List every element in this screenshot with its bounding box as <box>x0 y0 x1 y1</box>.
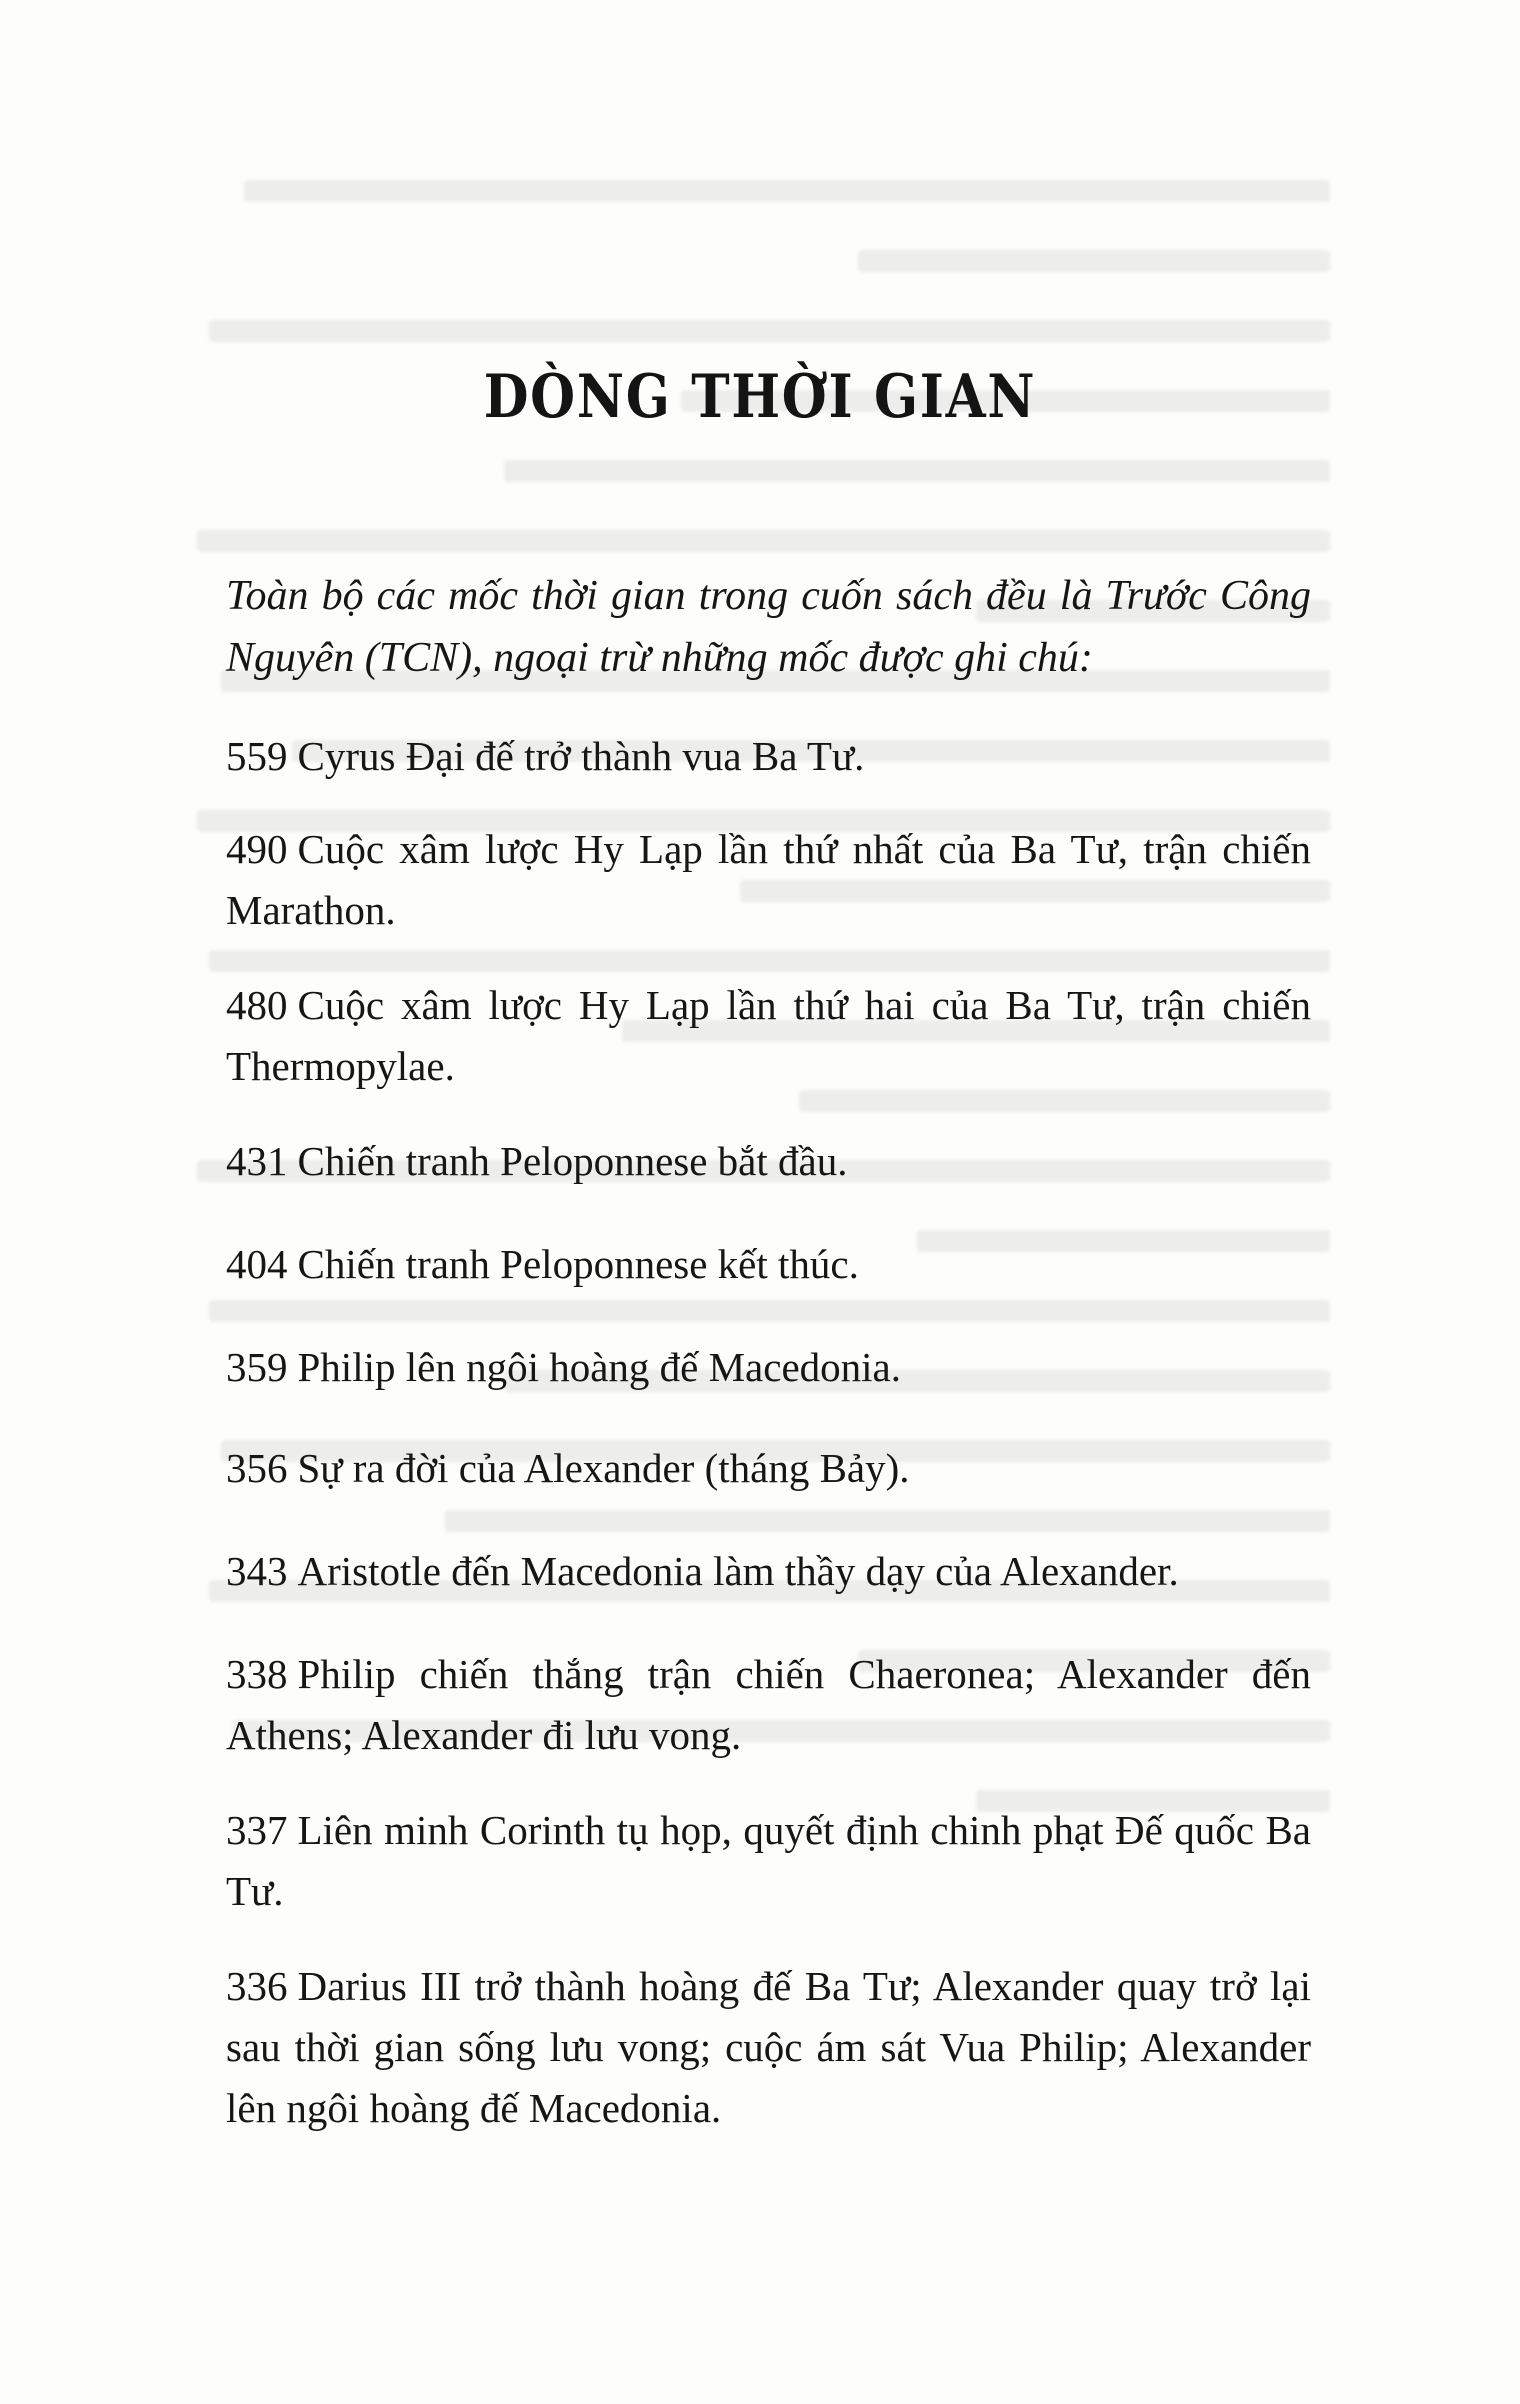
timeline-list <box>226 726 1311 2139</box>
page-title: DÒNG THỜI GIAN <box>483 362 1037 432</box>
entry-text: Cuộc xâm lược Hy Lạp lần thứ hai của Ba Tư, trận chiến Thermopylae. <box>226 982 1311 1089</box>
timeline-entry <box>226 1131 1311 1192</box>
intro-note: Toàn bộ các mốc thời gian trong cuốn sách đều là Trước Công Nguyên (TCN), ngoại trừ những mốc được ghi chú: <box>226 573 1311 681</box>
entry-text: Cyrus Đại đế trở thành vua Ba Tư. <box>297 733 865 779</box>
entry-text: Chiến tranh Peloponnese bắt đầu. <box>297 1138 848 1184</box>
timeline-entry <box>226 1956 1311 2139</box>
entry-year: 343 <box>226 1548 288 1594</box>
entry-text: Chiến tranh Peloponnese kết thúc. <box>297 1241 859 1287</box>
timeline-entry <box>226 1234 1311 1295</box>
entry-year: 337 <box>226 1807 288 1853</box>
timeline-entry <box>226 1337 1311 1398</box>
timeline-entry <box>226 1800 1311 1922</box>
entry-year: 559 <box>226 733 288 779</box>
timeline-entry <box>226 1438 1311 1499</box>
timeline-entry <box>226 726 1311 787</box>
timeline-entry <box>226 975 1311 1097</box>
entry-text: Philip chiến thắng trận chiến Chaeronea; Alexander đến Athens; Alexander đi lưu vong. <box>226 1651 1311 1758</box>
entry-text: Philip lên ngôi hoàng đế Macedonia. <box>297 1344 901 1390</box>
entry-text: Liên minh Corinth tụ họp, quyết định chinh phạt Đế quốc Ba Tư. <box>226 1807 1311 1914</box>
entry-year: 356 <box>226 1445 288 1491</box>
entry-text: Cuộc xâm lược Hy Lạp lần thứ nhất của Ba Tư, trận chiến Marathon. <box>226 826 1311 933</box>
entry-year: 490 <box>226 826 288 872</box>
entry-year: 336 <box>226 1963 288 2009</box>
entry-text: Aristotle đến Macedonia làm thầy dạy của Alexander. <box>297 1548 1179 1594</box>
timeline-entry <box>226 1541 1311 1602</box>
timeline-entry <box>226 1644 1311 1766</box>
entry-text: Darius III trở thành hoàng đế Ba Tư; Alexander quay trở lại sau thời gian sống lưu vong; cuộc ám sát Vua Philip; Alexander lên ngôi hoàng đế Macedonia. <box>226 1963 1311 2131</box>
entry-year: 431 <box>226 1138 288 1184</box>
entry-year: 404 <box>226 1241 288 1287</box>
timeline-entry <box>226 819 1311 941</box>
entry-year: 359 <box>226 1344 288 1390</box>
entry-text: Sự ra đời của Alexander (tháng Bảy). <box>297 1445 910 1491</box>
entry-year: 338 <box>226 1651 288 1697</box>
entry-year: 480 <box>226 982 288 1028</box>
